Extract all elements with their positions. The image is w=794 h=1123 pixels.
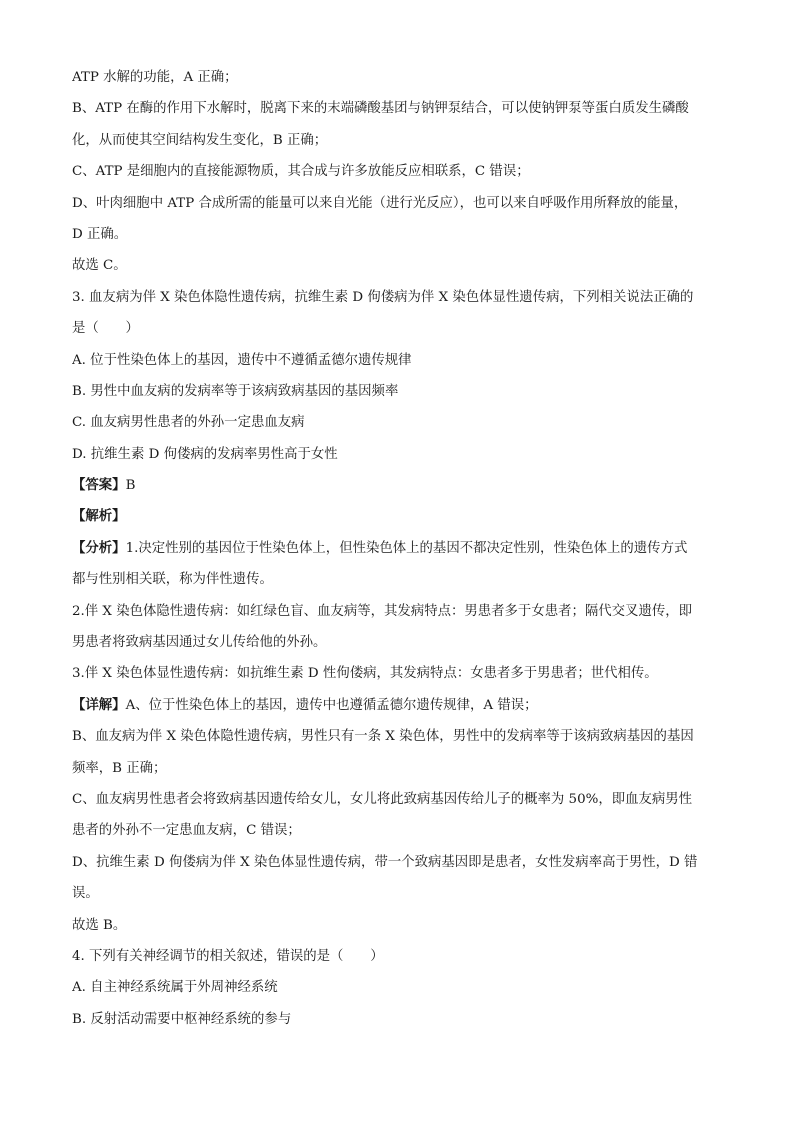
xiangjie-text: A、位于性染色体上的基因，遗传中也遵循孟德尔遗传规律，A 错误； [125,697,538,713]
answer-tag: 【答案】 [72,477,126,494]
fenxi-text: 1.决定性别的基因位于性染色体上，但性染色体上的基因不都决定性别，性染色体上的遗传方式 [125,540,688,556]
answer-line [72,470,724,501]
question-3-option-d: D. 抗维生素 D 佝偻病的发病率男性高于女性 [72,446,338,462]
text-line: ATP 水解的功能，A 正确； [72,70,238,85]
text-line: C、ATP 是细胞内的直接能源物质，其合成与许多放能反应相联系，C 错误； [72,164,530,180]
question-3-option-b: B. 男性中血友病的发病率等于该病致病基因的基因频率 [72,383,399,399]
text-line: 都与性别相关联，称为伴性遗传。 [72,572,273,588]
xiangjie-tag: 【详解】 [72,696,126,713]
text-line: 3.伴 X 染色体显性遗传病：如抗维生素 D 性佝偻病，其发病特点：女患者多于男患者；世代相传。 [72,666,658,682]
question-3-stem: 3. 血友病为伴 X 染色体隐性遗传病，抗维生素 D 佝偻病为伴 X 染色体显性遗传病，下列相关说法正确的 [72,289,694,305]
fenxi-tag: 【分析】 [72,539,126,556]
text-line: C、血友病男性患者会将致病基因遗传给女儿，女儿将此致病基因传给儿子的概率为 50%，即血友病男性 [72,791,693,807]
text-line: 化，从而使其空间结构发生变化，B 正确； [72,132,328,148]
text-line: D、叶肉细胞中 ATP 合成所需的能量可以来自光能（进行光反应），也可以来自呼吸作用所释放的能量， [72,195,688,211]
text-line: 故选 B。 [72,917,127,933]
analysis-tag: 【解析】 [72,508,126,525]
document-content [72,62,724,1035]
analysis-heading [72,501,724,532]
question-3-option-c: C. 血友病男性患者的外孙一定患血友病 [72,415,305,431]
question-3-stem-cont: 是（ ） [72,321,139,337]
text-line: 误。 [72,886,99,902]
question-3-option-a: A. 位于性染色体上的基因，遗传中不遵循孟德尔遗传规律 [72,352,412,368]
question-4-option-b: B. 反射活动需要中枢神经系统的参与 [72,1011,292,1027]
text-line: B、血友病为伴 X 染色体隐性遗传病，男性只有一条 X 染色体，男性中的发病率等于该病致病基因的基因 [72,729,694,745]
text-line: D 正确。 [72,226,128,242]
text-line: 2.伴 X 染色体隐性遗传病：如红绿色盲、血友病等，其发病特点：男患者多于女患者；隔代交叉遗传，即 [72,603,693,619]
answer-value: B [125,478,136,494]
text-line: D、抗维生素 D 佝偻病为伴 X 染色体显性遗传病，带一个致病基因即是患者，女性发病率高于男性，D 错 [72,854,698,870]
text-line: 故选 C。 [72,258,127,274]
text-line: B、ATP 在酶的作用下水解时，脱离下来的末端磷酸基团与钠钾泵结合，可以使钠钾泵等蛋白质发生磷酸 [72,101,689,117]
xiangjie-line [72,690,724,721]
question-4-option-a: A. 自主神经系统属于外周神经系统 [72,980,278,996]
text-line: 男患者将致病基因通过女儿传给他的外孙。 [72,635,327,651]
text-line: 频率，B 正确； [72,760,167,776]
question-4-stem: 4. 下列有关神经调节的相关叙述，错误的是（ ） [72,948,384,964]
text-line: 患者的外孙不一定患血友病，C 错误； [72,823,301,839]
fenxi-line [72,533,724,564]
